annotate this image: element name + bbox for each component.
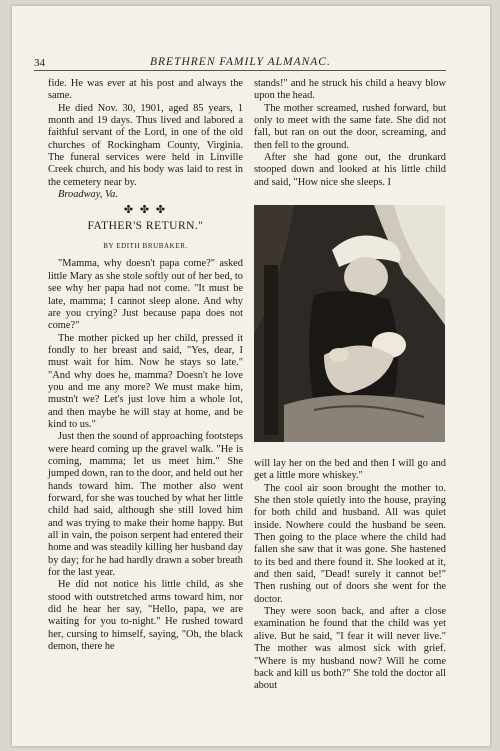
ornament: ✤ ✤ ✤: [123, 204, 168, 217]
signoff: Broadway, Va.: [58, 189, 118, 201]
running-title: BRETHREN FAMILY ALMANAC.: [150, 56, 331, 68]
story-illustration: [254, 205, 445, 442]
header-rule: [34, 70, 446, 71]
paragraph: fide. He was ever at his post and always the same.: [48, 78, 243, 102]
paragraph: After she had gone out, the drunkard stooped down and looked at his little child and said, "How nice she sleeps. I: [254, 152, 446, 188]
left-column: [48, 78, 243, 653]
paragraph: He did not notice his little child, as she stood with outstretched arms toward him, nor did he hear her say, "Hello, papa, we are waiting for you to-night." He rushed toward her, cursing to himself, saying, "Oh, the black demon, there he: [48, 579, 243, 653]
page-number: 34: [34, 57, 45, 69]
paragraph: will lay her on the bed and then I will go and get a little more whiskey.": [254, 458, 446, 482]
paragraph: The mother screamed, rushed forward, but only to meet with the same fate. She did not fall, but ran on out the door, screaming, and then fell to the ground.: [254, 102, 446, 151]
paragraph: stands!" and he struck his child a heavy blow upon the head.: [254, 78, 446, 102]
paragraph: They were soon back, and after a close examination he found that the child was yet alive. But he said, "I fear it will never live." The mother was almost sick with grief. "Where is my husband now? Will he come back and kill us both?" She told the doctor all about: [254, 606, 446, 692]
paragraph: "Mamma, why doesn't papa come?" asked little Mary as she stole softly out of her bed, to see why her papa had not come. "It must be late, mamma; I cannot sleep alone. And why are you crying? Just because papa does not come?": [48, 258, 243, 332]
paragraph: Just then the sound of approaching footsteps were heard coming up the gravel walk. "He is coming, mamma; let us meet him." She jumped down, ran to the door, and held out her hands toward him. The mother also went forward, for she was touched by what her little child had said, although she still loved him and was trying to make their home happy. But all in vain, the poison serpent had entered their home and was steadily killing her husband day by day; for he had hardly drawn a sober breath for the last year.: [48, 431, 243, 579]
paragraph: The mother picked up her child, pressed it fondly to her breast and said, "Yes, dear, I must wait for him. Now he stays so late." "And why does he, mamma? Doesn't he love you and me any more? We must make him, mustn't we? Let's just love him a whole lot, and then maybe he will stay at home, and be kind to us.": [48, 332, 243, 430]
right-column-top: [254, 78, 446, 189]
paragraph: The cool air soon brought the mother to. She then stole quietly into the house, praying for both child and husband. All was quiet inside. Nowhere could the husband be seen. Then going to the place where the child had fallen she saw that it was gone. She hastened to its bed and there found it. She looked at it, and then said, "Dead! surely it cannot be!" Then rushing out of doors she went for the doctor.: [254, 482, 446, 605]
byline: BY EDITH BRUBAKER.: [103, 242, 188, 251]
mother-and-child-engraving: [254, 205, 445, 442]
right-column-bottom: [254, 458, 446, 693]
paragraph: He died Nov. 30, 1901, aged 85 years, 1 month and 19 days. Thus lived and labored a faithful servant of the Lord, in one of the old churches of Rockingham County, Virginia. The funeral services were held in Linville Creek church, and his body was laid to rest in the cemetery near by.: [48, 102, 243, 188]
story-title: FATHER'S RETURN.": [87, 219, 204, 232]
